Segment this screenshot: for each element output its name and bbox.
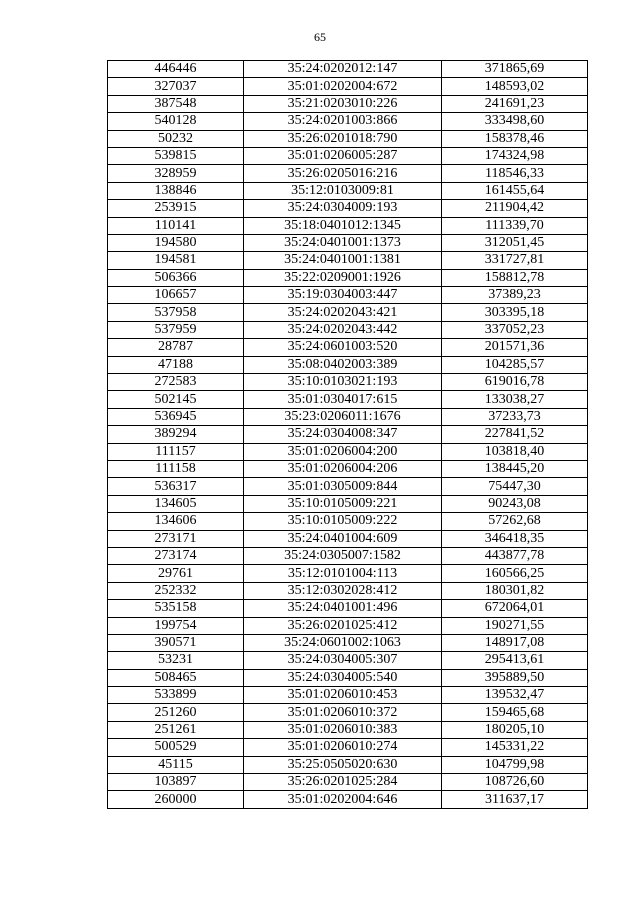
cadastral-number-cell: 35:08:0402003:389: [244, 356, 442, 373]
table-row: [108, 234, 588, 251]
table-row: [108, 304, 588, 321]
cadastral-number-cell: 35:24:0201003:866: [244, 113, 442, 130]
cadastral-number-cell: 35:26:0205016:216: [244, 165, 442, 182]
value-cell: 90243,08: [442, 495, 588, 512]
id-cell: 45115: [108, 756, 244, 773]
value-cell: 174324,98: [442, 147, 588, 164]
value-cell: 104285,57: [442, 356, 588, 373]
cadastral-number-cell: 35:01:0206004:200: [244, 443, 442, 460]
value-cell: 148593,02: [442, 78, 588, 95]
id-cell: 134606: [108, 513, 244, 530]
cadastral-number-cell: 35:01:0304017:615: [244, 391, 442, 408]
value-cell: 104799,98: [442, 756, 588, 773]
cadastral-number-cell: 35:18:0401012:1345: [244, 217, 442, 234]
cadastral-number-cell: 35:26:0201025:284: [244, 774, 442, 791]
value-cell: 161455,64: [442, 182, 588, 199]
table-row: [108, 113, 588, 130]
table-row: [108, 287, 588, 304]
id-cell: 387548: [108, 95, 244, 112]
table-row: [108, 721, 588, 738]
id-cell: 111158: [108, 460, 244, 477]
id-cell: 389294: [108, 426, 244, 443]
cadastral-number-cell: 35:01:0305009:844: [244, 478, 442, 495]
id-cell: 390571: [108, 634, 244, 651]
value-cell: 57262,68: [442, 513, 588, 530]
id-cell: 253915: [108, 200, 244, 217]
cadastral-number-cell: 35:24:0304009:193: [244, 200, 442, 217]
table-body: [108, 61, 588, 809]
cadastral-number-cell: 35:24:0202012:147: [244, 61, 442, 78]
cadastral-number-cell: 35:01:0206010:274: [244, 739, 442, 756]
id-cell: 533899: [108, 687, 244, 704]
table-row: [108, 321, 588, 338]
value-cell: 211904,42: [442, 200, 588, 217]
id-cell: 194581: [108, 252, 244, 269]
table-row: [108, 130, 588, 147]
table-row: [108, 739, 588, 756]
id-cell: 251261: [108, 721, 244, 738]
cadastral-number-cell: 35:01:0202004:646: [244, 791, 442, 808]
value-cell: 190271,55: [442, 617, 588, 634]
cadastral-number-cell: 35:10:0105009:221: [244, 495, 442, 512]
cadastral-number-cell: 35:24:0304005:540: [244, 669, 442, 686]
table-row: [108, 634, 588, 651]
value-cell: 346418,35: [442, 530, 588, 547]
value-cell: 395889,50: [442, 669, 588, 686]
cadastral-number-cell: 35:10:0105009:222: [244, 513, 442, 530]
id-cell: 446446: [108, 61, 244, 78]
value-cell: 333498,60: [442, 113, 588, 130]
value-cell: 133038,27: [442, 391, 588, 408]
id-cell: 327037: [108, 78, 244, 95]
cadastral-number-cell: 35:01:0206010:372: [244, 704, 442, 721]
value-cell: 227841,52: [442, 426, 588, 443]
value-cell: 180205,10: [442, 721, 588, 738]
id-cell: 273171: [108, 530, 244, 547]
id-cell: 50232: [108, 130, 244, 147]
value-cell: 443877,78: [442, 547, 588, 564]
id-cell: 138846: [108, 182, 244, 199]
table-row: [108, 756, 588, 773]
cadastral-number-cell: 35:23:0206011:1676: [244, 408, 442, 425]
id-cell: 47188: [108, 356, 244, 373]
id-cell: 500529: [108, 739, 244, 756]
value-cell: 295413,61: [442, 652, 588, 669]
id-cell: 29761: [108, 565, 244, 582]
table-row: [108, 147, 588, 164]
cadastral-number-cell: 35:01:0206004:206: [244, 460, 442, 477]
cadastral-number-cell: 35:24:0305007:1582: [244, 547, 442, 564]
cadastral-number-cell: 35:24:0401004:609: [244, 530, 442, 547]
id-cell: 103897: [108, 774, 244, 791]
cadastral-number-cell: 35:26:0201018:790: [244, 130, 442, 147]
cadastral-number-cell: 35:24:0304005:307: [244, 652, 442, 669]
table-row: [108, 617, 588, 634]
table-row: [108, 165, 588, 182]
cadastral-number-cell: 35:24:0401001:1373: [244, 234, 442, 251]
cadastral-number-cell: 35:26:0201025:412: [244, 617, 442, 634]
table-row: [108, 391, 588, 408]
value-cell: 75447,30: [442, 478, 588, 495]
table-row: [108, 513, 588, 530]
value-cell: 158378,46: [442, 130, 588, 147]
cadastral-number-cell: 35:24:0601003:520: [244, 339, 442, 356]
table-row: [108, 182, 588, 199]
cadastral-number-cell: 35:24:0401001:1381: [244, 252, 442, 269]
table-row: [108, 95, 588, 112]
cadastral-number-cell: 35:01:0206010:453: [244, 687, 442, 704]
id-cell: 134605: [108, 495, 244, 512]
cadastral-number-cell: 35:24:0202043:442: [244, 321, 442, 338]
table-row: [108, 669, 588, 686]
table-row: [108, 443, 588, 460]
id-cell: 537959: [108, 321, 244, 338]
id-cell: 110141: [108, 217, 244, 234]
table-row: [108, 600, 588, 617]
table-row: [108, 495, 588, 512]
table-row: [108, 530, 588, 547]
cadastral-number-cell: 35:10:0103021:193: [244, 374, 442, 391]
table-row: [108, 339, 588, 356]
id-cell: 199754: [108, 617, 244, 634]
value-cell: 138445,20: [442, 460, 588, 477]
value-cell: 311637,17: [442, 791, 588, 808]
value-cell: 619016,78: [442, 374, 588, 391]
data-table: [107, 60, 588, 809]
value-cell: 139532,47: [442, 687, 588, 704]
id-cell: 28787: [108, 339, 244, 356]
table-row: [108, 61, 588, 78]
value-cell: 371865,69: [442, 61, 588, 78]
value-cell: 331727,81: [442, 252, 588, 269]
cadastral-number-cell: 35:24:0401001:496: [244, 600, 442, 617]
value-cell: 118546,33: [442, 165, 588, 182]
id-cell: 106657: [108, 287, 244, 304]
id-cell: 273174: [108, 547, 244, 564]
table-row: [108, 704, 588, 721]
id-cell: 260000: [108, 791, 244, 808]
value-cell: 672064,01: [442, 600, 588, 617]
table-row: [108, 565, 588, 582]
table-row: [108, 687, 588, 704]
value-cell: 108726,60: [442, 774, 588, 791]
id-cell: 251260: [108, 704, 244, 721]
value-cell: 303395,18: [442, 304, 588, 321]
id-cell: 539815: [108, 147, 244, 164]
table-row: [108, 547, 588, 564]
id-cell: 272583: [108, 374, 244, 391]
id-cell: 536317: [108, 478, 244, 495]
table-row: [108, 269, 588, 286]
cadastral-number-cell: 35:24:0601002:1063: [244, 634, 442, 651]
value-cell: 337052,23: [442, 321, 588, 338]
value-cell: 312051,45: [442, 234, 588, 251]
cadastral-number-cell: 35:01:0206005:287: [244, 147, 442, 164]
cadastral-number-cell: 35:19:0304003:447: [244, 287, 442, 304]
table-row: [108, 791, 588, 808]
value-cell: 158812,78: [442, 269, 588, 286]
table-row: [108, 78, 588, 95]
cadastral-number-cell: 35:12:0302028:412: [244, 582, 442, 599]
cadastral-number-cell: 35:22:0209001:1926: [244, 269, 442, 286]
id-cell: 111157: [108, 443, 244, 460]
id-cell: 537958: [108, 304, 244, 321]
id-cell: 53231: [108, 652, 244, 669]
value-cell: 37389,23: [442, 287, 588, 304]
table-row: [108, 217, 588, 234]
id-cell: 540128: [108, 113, 244, 130]
table-row: [108, 774, 588, 791]
table-row: [108, 252, 588, 269]
id-cell: 252332: [108, 582, 244, 599]
value-cell: 159465,68: [442, 704, 588, 721]
cadastral-number-cell: 35:21:0203010:226: [244, 95, 442, 112]
cadastral-number-cell: 35:01:0206010:383: [244, 721, 442, 738]
id-cell: 506366: [108, 269, 244, 286]
cadastral-number-cell: 35:12:0101004:113: [244, 565, 442, 582]
cadastral-number-cell: 35:24:0304008:347: [244, 426, 442, 443]
value-cell: 201571,36: [442, 339, 588, 356]
table-row: [108, 408, 588, 425]
id-cell: 328959: [108, 165, 244, 182]
id-cell: 194580: [108, 234, 244, 251]
table-row: [108, 356, 588, 373]
table-row: [108, 582, 588, 599]
table-row: [108, 478, 588, 495]
value-cell: 148917,08: [442, 634, 588, 651]
id-cell: 508465: [108, 669, 244, 686]
table-row: [108, 374, 588, 391]
value-cell: 103818,40: [442, 443, 588, 460]
table-row: [108, 200, 588, 217]
cadastral-number-cell: 35:25:0505020:630: [244, 756, 442, 773]
value-cell: 180301,82: [442, 582, 588, 599]
table-row: [108, 652, 588, 669]
value-cell: 145331,22: [442, 739, 588, 756]
cadastral-number-cell: 35:12:0103009:81: [244, 182, 442, 199]
id-cell: 535158: [108, 600, 244, 617]
value-cell: 160566,25: [442, 565, 588, 582]
value-cell: 111339,70: [442, 217, 588, 234]
cadastral-number-cell: 35:01:0202004:672: [244, 78, 442, 95]
page-number: 65: [314, 30, 326, 44]
table-row: [108, 460, 588, 477]
id-cell: 502145: [108, 391, 244, 408]
value-cell: 241691,23: [442, 95, 588, 112]
value-cell: 37233,73: [442, 408, 588, 425]
table-row: [108, 426, 588, 443]
cadastral-number-cell: 35:24:0202043:421: [244, 304, 442, 321]
id-cell: 536945: [108, 408, 244, 425]
